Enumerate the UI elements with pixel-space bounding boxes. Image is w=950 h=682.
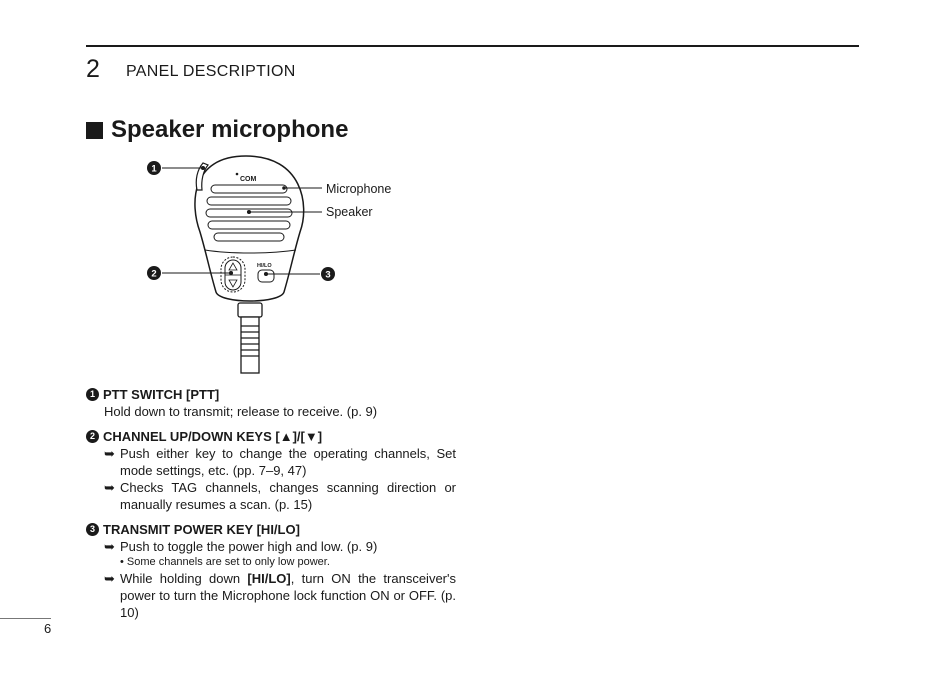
item-number-badge: 2 [86, 430, 99, 443]
section-title: Speaker microphone [111, 116, 349, 143]
item-bullet: ➥ Checks TAG channels, changes scanning direction or manually resumes a scan. (p. 15) [104, 480, 456, 512]
item-number-badge: 1 [86, 388, 99, 401]
item-title: PTT SWITCH [PTT] [103, 387, 220, 402]
microphone-label: Microphone [326, 182, 392, 196]
callout-2 [147, 266, 161, 280]
item-bullet: ➥ Push to toggle the power high and low. (p. 9) [104, 539, 378, 554]
header-rule [86, 45, 859, 47]
bullet-arrow-icon: ➥ [104, 539, 115, 554]
chapter-title: PANEL DESCRIPTION [126, 63, 296, 80]
item-title: TRANSMIT POWER KEY [HI/LO] [103, 522, 300, 537]
svg-text:1: 1 [151, 163, 157, 175]
page-number: 6 [44, 621, 52, 636]
key-reference: [HI/LO] [247, 571, 291, 586]
item-bullet: ➥ Push either key to change the operating channels, Set mode settings, etc. (pp. 7–9, 47) [104, 446, 456, 478]
svg-text:2: 2 [151, 268, 157, 280]
speaker-label: Speaker [326, 205, 373, 219]
item-bullet: ➥ While holding down [HI/LO], turn ON the transceiver's power to turn the Microphone lock function ON or OFF. (p. 10) [104, 571, 456, 620]
item-power-key [86, 521, 456, 621]
item-channel-keys [86, 428, 456, 513]
footer-rule [0, 618, 51, 619]
item-note: • Some channels are set to only low power. [120, 556, 330, 568]
description-list [86, 386, 456, 629]
bullet-arrow-icon: ➥ [104, 571, 115, 586]
callout-3 [321, 267, 335, 281]
item-title: CHANNEL UP/DOWN KEYS [▲]/[▼] [103, 429, 323, 444]
section-heading [86, 116, 348, 144]
item-ptt-switch [86, 386, 456, 420]
chapter-number: 2 [86, 55, 100, 83]
square-bullet-icon [86, 122, 103, 139]
item-number-badge: 3 [86, 523, 99, 536]
svg-text:3: 3 [325, 269, 331, 281]
hilo-key-label: HI/LO [257, 263, 272, 269]
bullet-arrow-icon: ➥ [104, 480, 115, 495]
item-text: Hold down to transmit; release to receive. (p. 9) [104, 404, 378, 419]
bullet-arrow-icon: ➥ [104, 446, 115, 461]
microphone-cable [238, 303, 262, 373]
brand-logo: COM [240, 176, 257, 183]
callout-1 [147, 161, 161, 175]
